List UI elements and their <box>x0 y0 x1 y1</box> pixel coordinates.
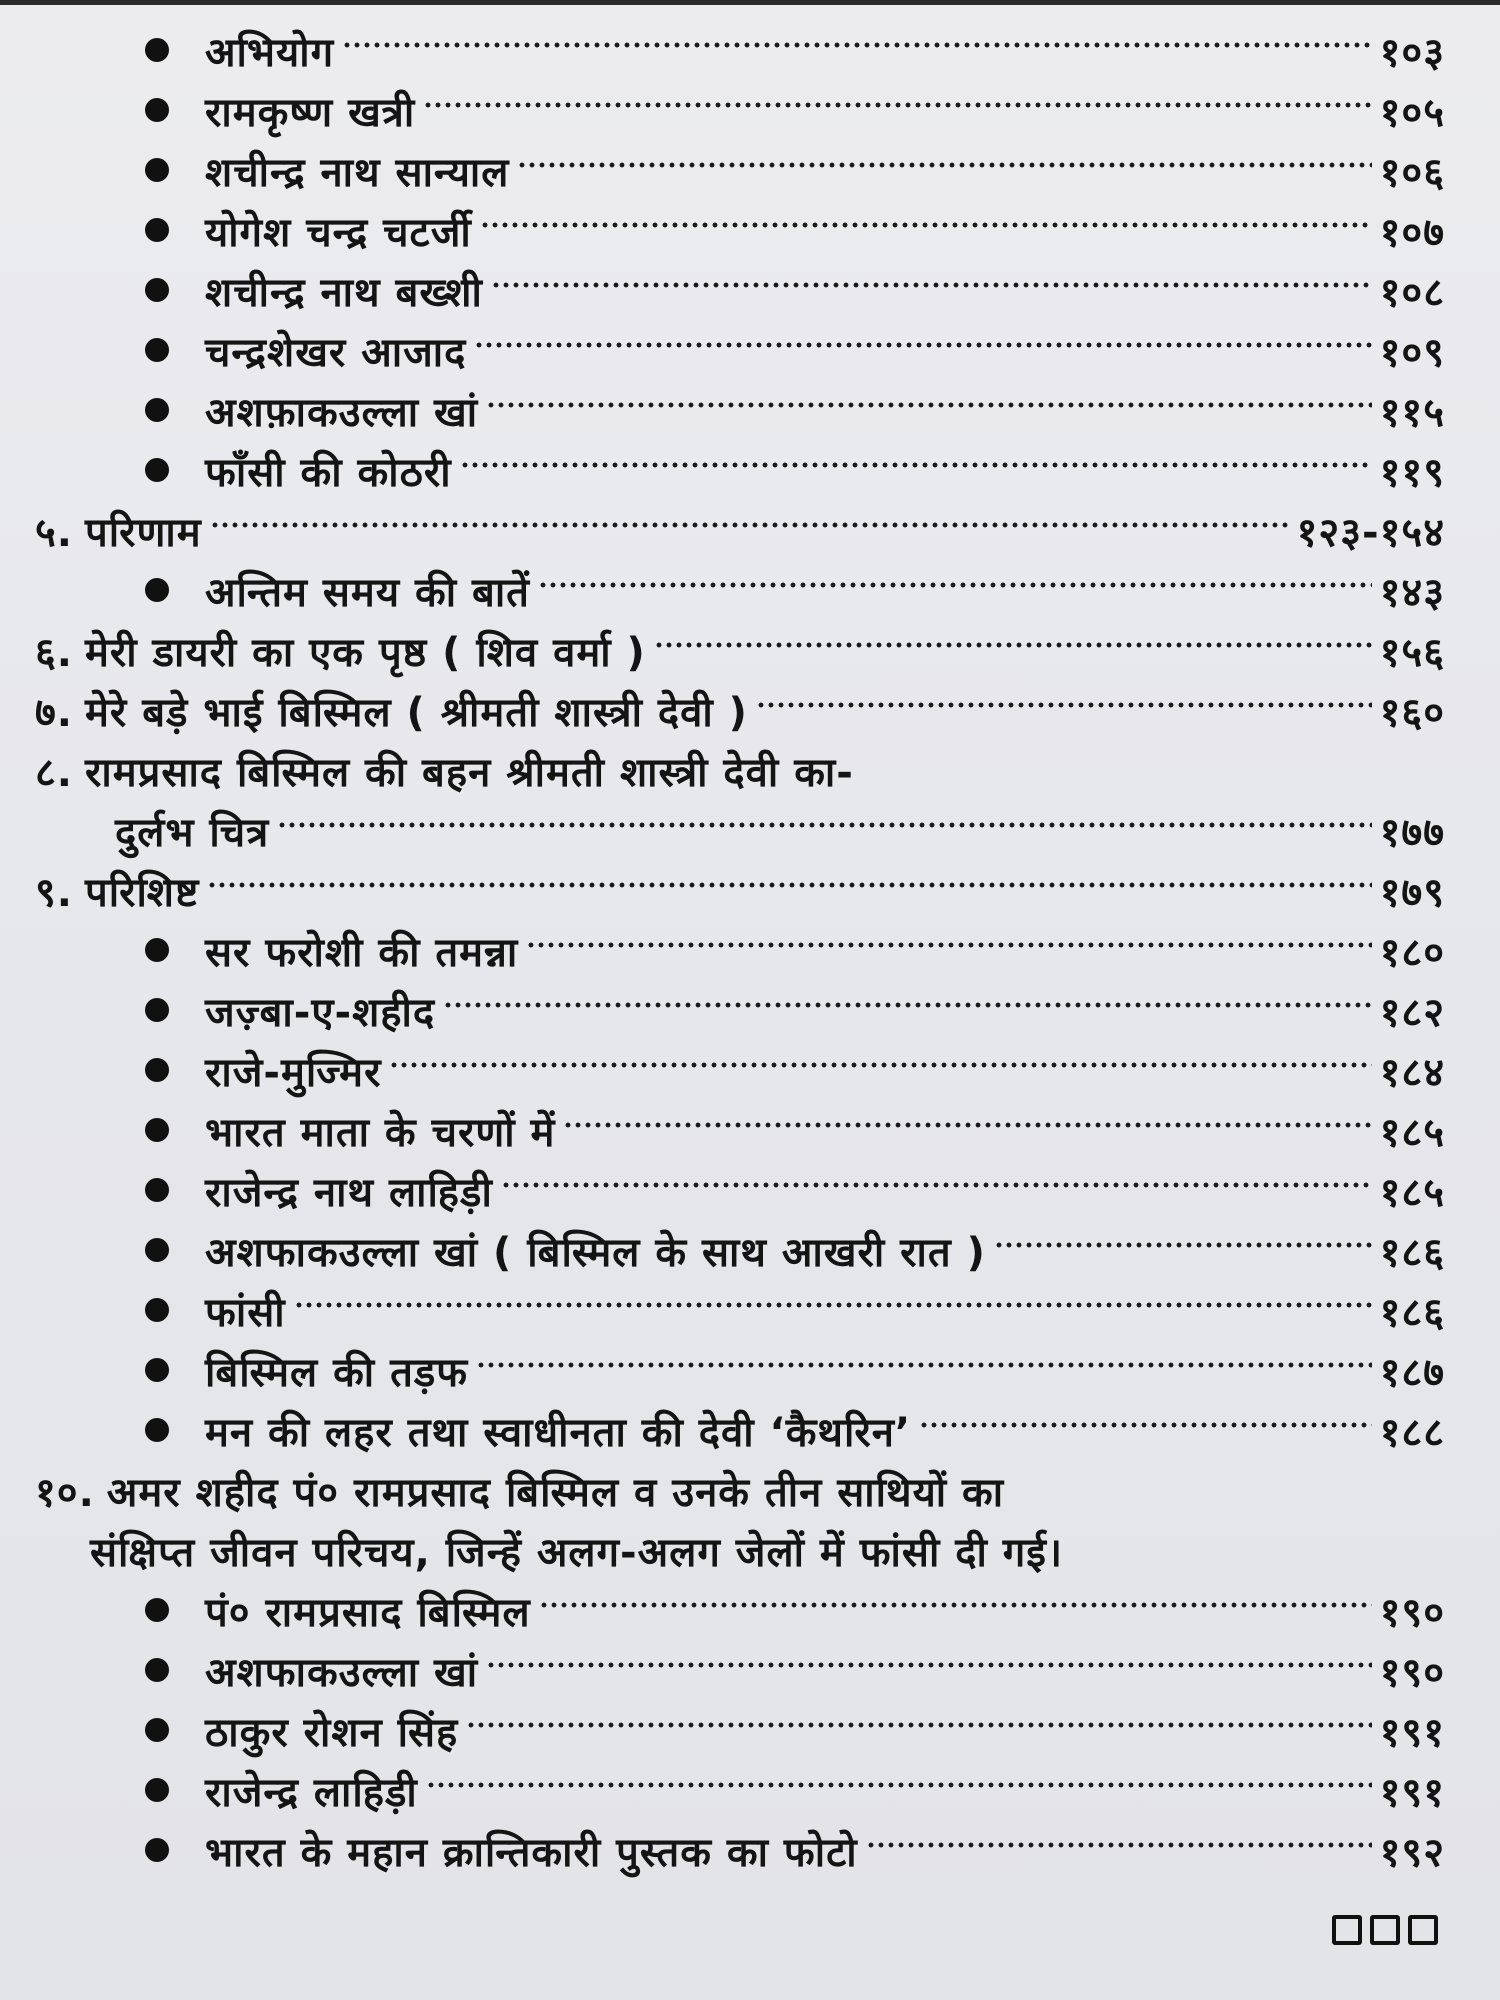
chapter-number: ९. <box>35 869 73 916</box>
toc-page-number: ११५ <box>1379 389 1445 436</box>
toc-entry-title: अशफाकउल्ला खां <box>205 1649 479 1696</box>
bullet-icon <box>145 278 169 302</box>
toc-page-number: १६० <box>1379 689 1445 736</box>
dot-leader <box>294 1302 1372 1308</box>
toc-chapter-continuation <box>90 1520 1445 1580</box>
bullet-icon <box>145 1298 169 1322</box>
toc-chapter-title: अमर शहीद पं० रामप्रसाद बिस्मिल व उनके तीन साथियों का <box>106 1469 1005 1516</box>
toc-entry <box>205 260 1445 320</box>
toc-entry-title: अशफाकउल्ला खां ( बिस्मिल के साथ आखरी रात ) <box>205 1229 986 1276</box>
bullet-icon <box>145 1238 169 1262</box>
toc-entry-title: राजेन्द्र नाथ लाहिड़ी <box>205 1169 493 1216</box>
toc-page-number: १८७ <box>1379 1349 1445 1396</box>
toc-page-number: १८२ <box>1379 989 1445 1036</box>
toc-page-number: १२३-१५४ <box>1296 509 1445 556</box>
toc-entry-title: अभियोग <box>205 29 335 76</box>
square-icon <box>1332 1915 1362 1945</box>
toc-entry <box>205 1580 1445 1640</box>
dot-leader <box>342 42 1371 48</box>
bullet-icon <box>145 1838 169 1862</box>
toc-page-number: १७७ <box>1379 809 1445 856</box>
bullet-icon <box>145 338 169 362</box>
toc-entry <box>205 1700 1445 1760</box>
dot-leader <box>756 702 1372 708</box>
toc-page-number: १९० <box>1379 1649 1445 1696</box>
dot-leader <box>423 102 1371 108</box>
dot-leader <box>389 1062 1371 1068</box>
toc-entry-title: ठाकुर रोशन सिंह <box>205 1709 459 1756</box>
dot-leader <box>277 822 1371 828</box>
dot-leader <box>538 582 1372 588</box>
toc-entry <box>205 440 1445 500</box>
toc-entry-title: भारत माता के चरणों में <box>205 1109 556 1156</box>
bullet-icon <box>145 458 169 482</box>
bullet-icon <box>145 398 169 422</box>
toc-entry-title: राजे-मुज्मिर <box>205 1049 382 1096</box>
toc-entry <box>205 20 1445 80</box>
toc-entry <box>205 200 1445 260</box>
toc-entry-title: राजेन्द्र लाहिड़ी <box>205 1769 418 1816</box>
dot-leader <box>994 1242 1372 1248</box>
bullet-icon <box>145 578 169 602</box>
toc-chapter-title: मेरे बड़े भाई बिस्मिल ( श्रीमती शास्त्री देवी ) <box>85 689 748 736</box>
toc-chapter-continuation <box>115 800 1445 860</box>
toc-page-number: १८६ <box>1379 1289 1445 1336</box>
toc-chapter <box>35 740 1445 800</box>
toc-entry <box>205 1040 1445 1100</box>
toc-chapter-title: रामप्रसाद बिस्मिल की बहन श्रीमती शास्त्री देवी का- <box>85 749 854 796</box>
toc-page-number: ११९ <box>1379 449 1445 496</box>
toc-entry-title: चन्द्रशेखर आजाद <box>205 329 467 376</box>
toc-entry <box>205 1640 1445 1700</box>
dot-leader <box>486 402 1371 408</box>
bullet-icon <box>145 1778 169 1802</box>
toc-entry-title: सर फरोशी की तमन्ना <box>205 929 519 976</box>
dot-leader <box>501 1182 1372 1188</box>
bullet-icon <box>145 158 169 182</box>
dot-leader <box>491 282 1372 288</box>
toc-entry <box>205 980 1445 1040</box>
toc-entry-title: पं० रामप्रसाद बिस्मिल <box>205 1589 531 1636</box>
bullet-icon <box>145 1058 169 1082</box>
toc-page-number: १८० <box>1379 929 1445 976</box>
toc-page-number: १९० <box>1379 1589 1445 1636</box>
toc-entry-title: मन की लहर तथा स्वाधीनता की देवी ‘कैथरिन’ <box>205 1409 912 1456</box>
dot-leader <box>526 942 1371 948</box>
bullet-icon <box>145 1178 169 1202</box>
toc-chapter <box>35 500 1445 560</box>
dot-leader <box>460 462 1372 468</box>
toc-chapter <box>35 620 1445 680</box>
chapter-number: ८. <box>35 749 73 796</box>
toc-entry <box>205 1280 1445 1340</box>
toc-chapter <box>35 860 1445 920</box>
toc-page-number: १८४ <box>1379 1049 1445 1096</box>
toc-entry <box>205 920 1445 980</box>
toc-page-number: १०८ <box>1379 269 1445 316</box>
toc-page-number: १८८ <box>1379 1409 1445 1456</box>
toc-entry-title: बिस्मिल की तड़फ <box>205 1349 469 1396</box>
toc-page-number: १८५ <box>1379 1169 1445 1216</box>
dot-leader <box>474 342 1371 348</box>
bullet-icon <box>145 1658 169 1682</box>
toc-chapter <box>35 680 1445 740</box>
toc-chapter-title: मेरी डायरी का एक पृष्ठ ( शिव वर्मा ) <box>85 629 646 676</box>
toc-entry <box>205 1340 1445 1400</box>
dot-leader <box>476 1362 1371 1368</box>
toc-page-number: १९१ <box>1379 1769 1445 1816</box>
dot-leader <box>486 1662 1371 1668</box>
toc-entry-title: फांसी <box>205 1289 286 1336</box>
chapter-number: ७. <box>35 689 73 736</box>
bullet-icon <box>145 1418 169 1442</box>
toc-entry-title: अशफ़ाकउल्ला खां <box>205 389 479 436</box>
dot-leader <box>426 1782 1372 1788</box>
dot-leader <box>654 642 1372 648</box>
square-icon <box>1370 1915 1400 1945</box>
toc-page-number: १०७ <box>1379 209 1445 256</box>
toc-entry <box>205 1100 1445 1160</box>
dot-leader <box>866 1842 1372 1848</box>
bullet-icon <box>145 938 169 962</box>
toc-entry <box>205 1820 1445 1880</box>
toc-entry <box>205 1220 1445 1280</box>
toc-entry <box>205 1400 1445 1460</box>
bullet-icon <box>145 38 169 62</box>
toc-entry <box>205 1160 1445 1220</box>
toc-page-number: १०५ <box>1379 89 1445 136</box>
toc-page-number: १८५ <box>1379 1109 1445 1156</box>
toc-entry <box>205 320 1445 380</box>
toc-entry-title: रामकृष्ण खत्री <box>205 89 416 136</box>
dot-leader <box>480 222 1372 228</box>
bullet-icon <box>145 1718 169 1742</box>
bullet-icon <box>145 1118 169 1142</box>
toc-entry-title: शचीन्द्र नाथ बख्शी <box>205 269 483 316</box>
toc-page-number: १०६ <box>1379 149 1445 196</box>
toc-chapter-title: परिणाम <box>85 509 202 556</box>
toc-chapter <box>35 1460 1445 1520</box>
toc-page-number: १५६ <box>1379 629 1445 676</box>
dot-leader <box>207 882 1371 888</box>
toc-chapter-title: संक्षिप्त जीवन परिचय, जिन्हें अलग-अलग जेलों में फांसी दी गई। <box>90 1529 1064 1576</box>
bullet-icon <box>145 98 169 122</box>
dot-leader <box>563 1122 1371 1128</box>
chapter-number: ६. <box>35 629 73 676</box>
bullet-icon <box>145 1598 169 1622</box>
toc-entry-title: योगेश चन्द्र चटर्जी <box>205 209 472 256</box>
toc-entry <box>205 560 1445 620</box>
dot-leader <box>539 1602 1372 1608</box>
bullet-icon <box>145 218 169 242</box>
dot-leader <box>517 162 1371 168</box>
chapter-number: १०. <box>35 1469 95 1516</box>
toc-entry <box>205 1760 1445 1820</box>
toc-entry-title: भारत के महान क्रान्तिकारी पुस्तक का फोटो <box>205 1829 858 1876</box>
toc-chapter-title: परिशिष्ट <box>85 869 200 916</box>
end-of-section-marks <box>1332 1915 1438 1945</box>
dot-leader <box>210 522 1289 528</box>
toc-page-number: १०३ <box>1379 29 1445 76</box>
toc-page-number: १७९ <box>1379 869 1445 916</box>
toc-entry <box>205 140 1445 200</box>
toc-page-number: १८६ <box>1379 1229 1445 1276</box>
toc-entry <box>205 380 1445 440</box>
toc-chapter-title: दुर्लभ चित्र <box>115 809 270 856</box>
toc-entry-title: शचीन्द्र नाथ सान्याल <box>205 149 510 196</box>
dot-leader <box>443 1002 1371 1008</box>
toc-entry <box>205 80 1445 140</box>
toc-entry-title: जज़्बा-ए-शहीद <box>205 989 436 1036</box>
dot-leader <box>919 1422 1371 1428</box>
toc-page-number: १९१ <box>1379 1709 1445 1756</box>
top-rule <box>0 0 1500 5</box>
bullet-icon <box>145 998 169 1022</box>
toc-page-number: १९२ <box>1379 1829 1445 1876</box>
toc-entry-title: फाँसी की कोठरी <box>205 449 452 496</box>
toc-page-number: १०९ <box>1379 329 1445 376</box>
chapter-number: ५. <box>35 509 73 556</box>
square-icon <box>1408 1915 1438 1945</box>
toc-entry-title: अन्तिम समय की बातें <box>205 569 530 616</box>
toc-page-number: १४३ <box>1379 569 1445 616</box>
bullet-icon <box>145 1358 169 1382</box>
dot-leader <box>466 1722 1371 1728</box>
